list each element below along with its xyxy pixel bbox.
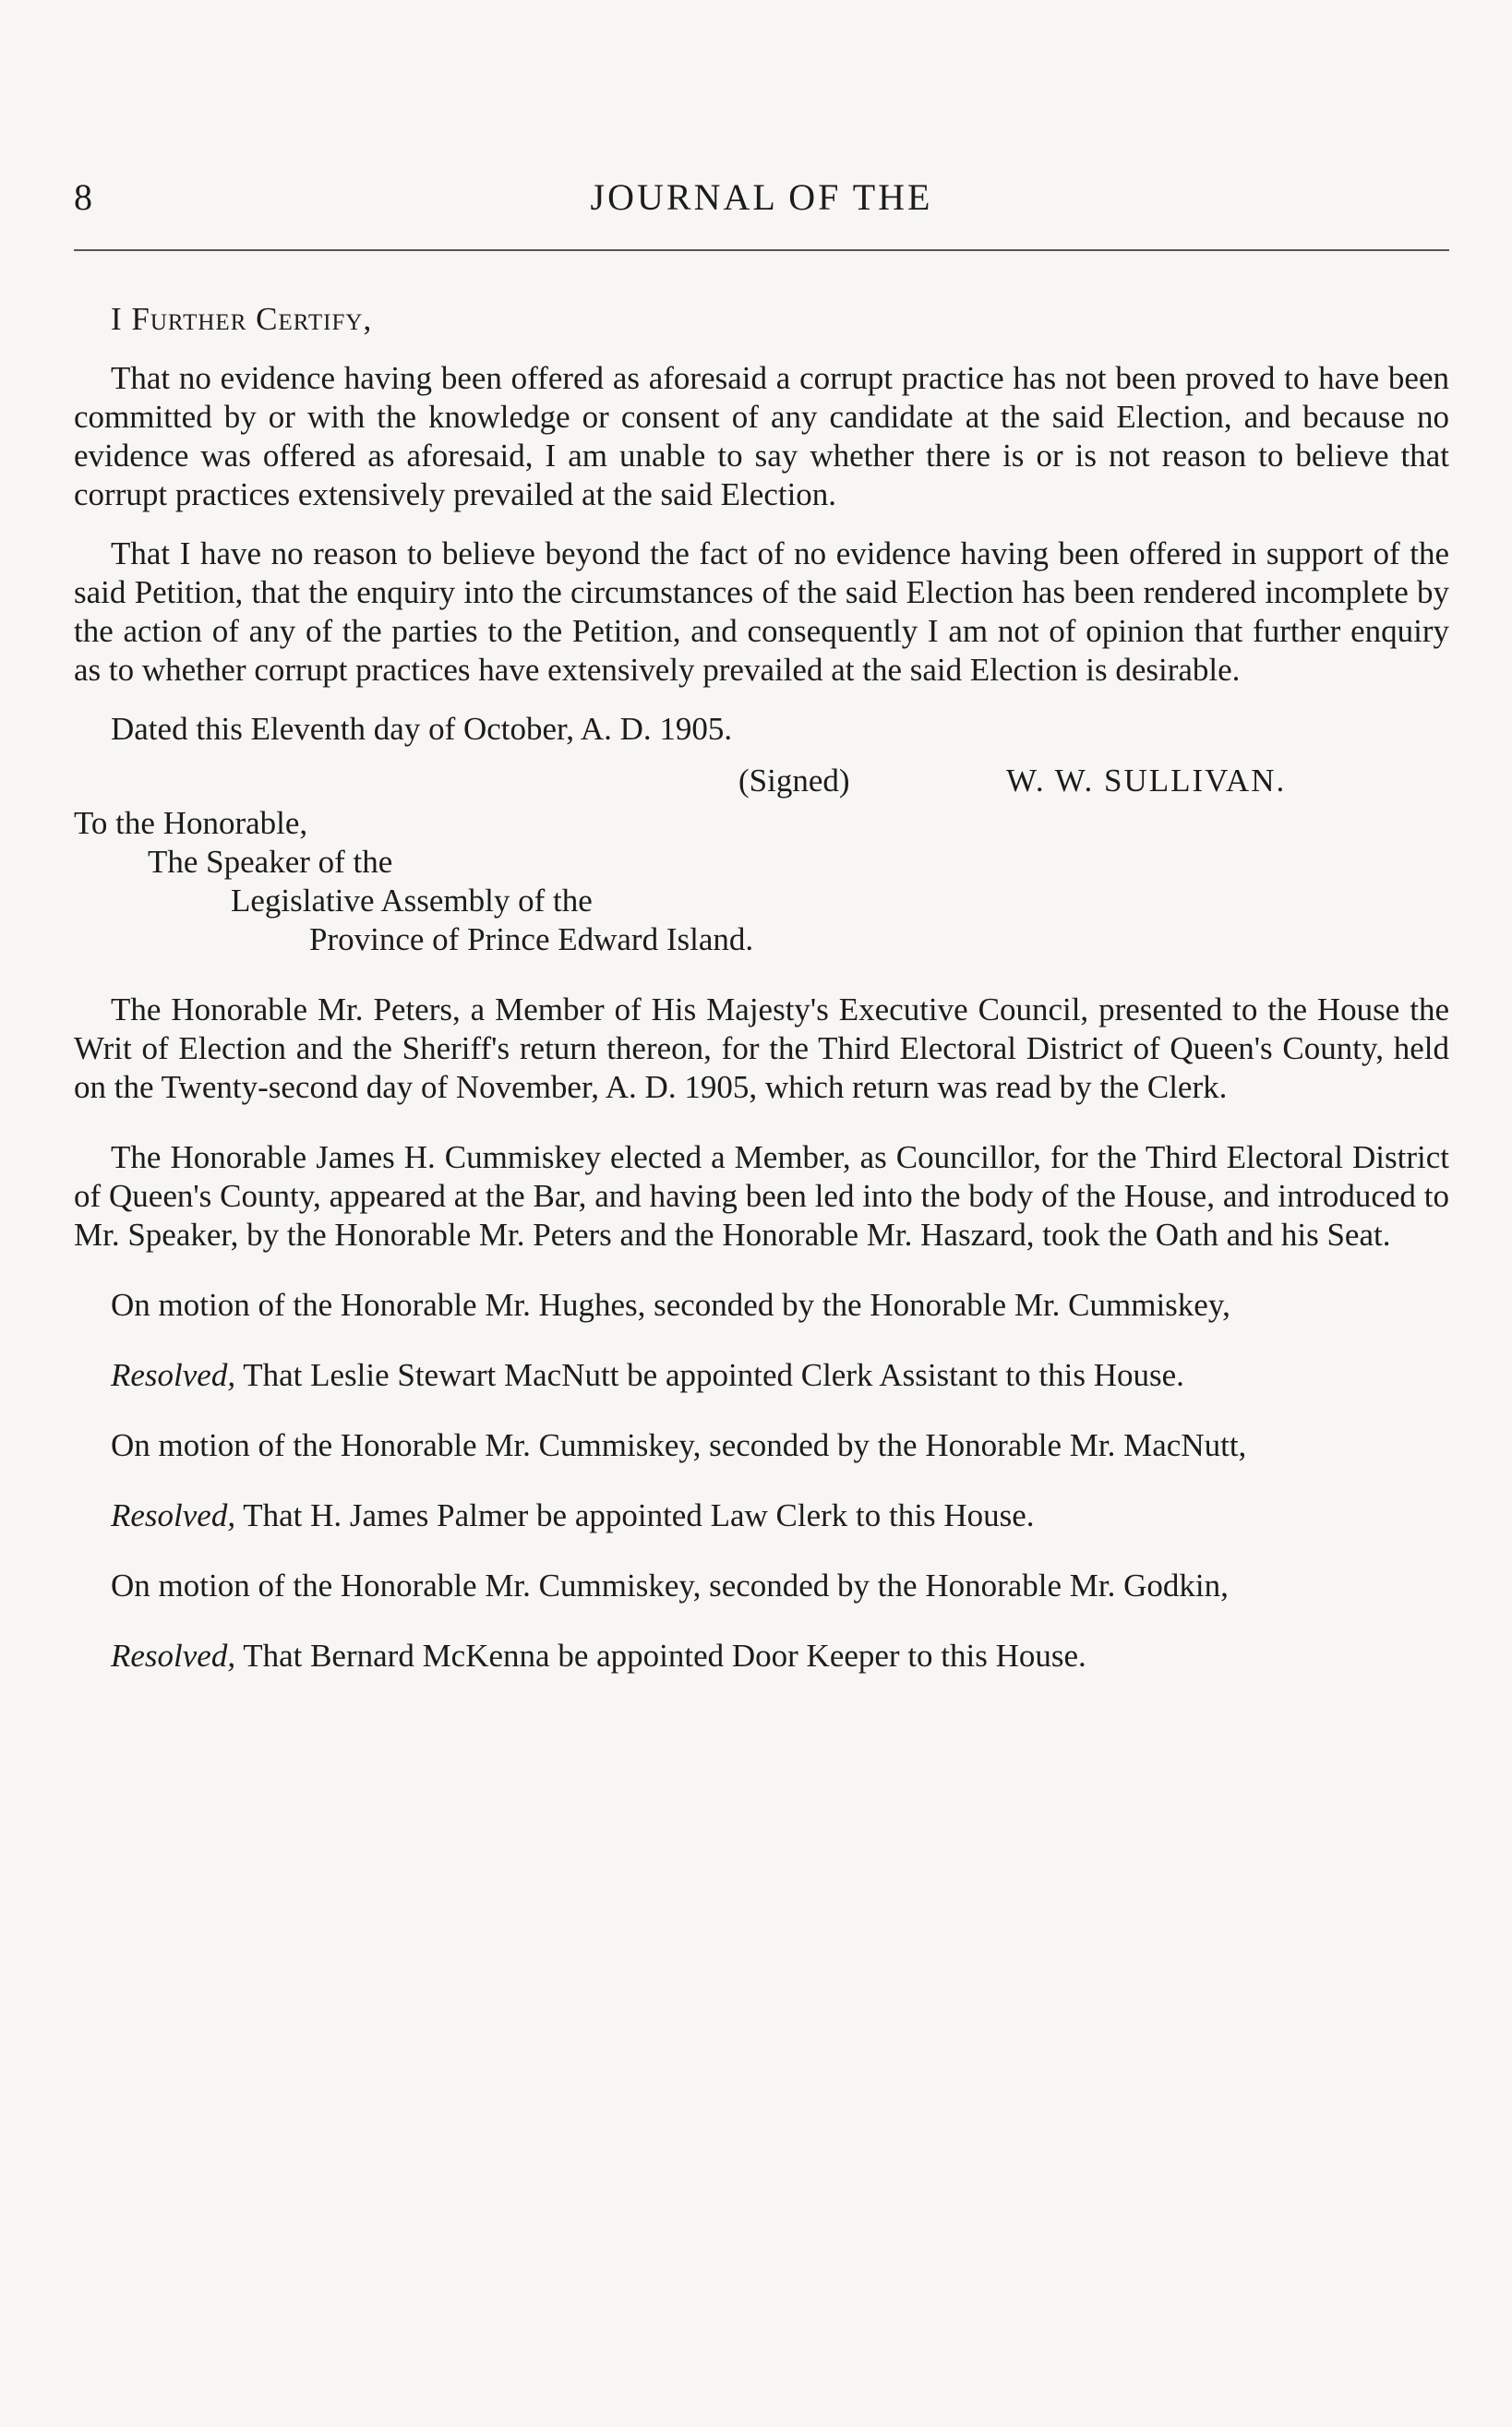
resolved-word: Resolved, (111, 1638, 236, 1674)
dated-line: Dated this Eleventh day of October, A. D. 1905. (111, 711, 733, 747)
motion-paragraph: On motion of the Honorable Mr. Cummiskey, seconded by the Honorable Mr. MacNutt, (111, 1427, 1247, 1463)
address-line: The Speaker of the (148, 844, 393, 880)
motion-paragraph: On motion of the Honorable Mr. Cummiskey, seconded by the Honorable Mr. Godkin, (111, 1568, 1229, 1604)
signed-label: (Signed) (738, 763, 850, 799)
resolved-word: Resolved, (111, 1497, 236, 1533)
running-head: JOURNAL OF THE (590, 176, 933, 218)
address-line: Legislative Assembly of the (231, 883, 593, 919)
resolution-text: That Leslie Stewart MacNutt be appointed Clerk Assistant to this House. (243, 1357, 1184, 1393)
address-block (74, 804, 1449, 959)
address-line: To the Honorable, (74, 805, 308, 841)
certificate-paragraph: That no evidence having been offered as aforesaid a corrupt practice has not been proved to have been committed by or with the knowledge or consent of any candidate at the said Election, and because no evidence was offered as aforesaid, I am unable to say whether there is or is not reason to believe that corrupt practices extensively prevailed at the said Election. (74, 360, 1449, 512)
header-rule (74, 249, 1449, 251)
oath-paragraph: The Honorable James H. Cummiskey elected a Member, as Councillor, for the Third Electoral District of Queen's County, appeared at the Bar, and having been led into the body of the House, and introduced to Mr. Speaker, by the Honorable Mr. Peters and the Honorable Mr. Haszard, took the Oath and his Seat. (74, 1139, 1449, 1253)
resolution-text: That Bernard McKenna be appointed Door Keeper to this House. (243, 1638, 1086, 1674)
resolution-paragraph (74, 1496, 1449, 1535)
address-line: Province of Prince Edward Island. (309, 921, 754, 957)
resolution-paragraph (74, 1356, 1449, 1395)
writ-paragraph: The Honorable Mr. Peters, a Member of His Majesty's Executive Council, presented to the House the Writ of Election and the Sheriff's return thereon, for the Third Electoral District of Queen's County, held on the Twenty-second day of November, A. D. 1905, which return was read by the Clerk. (74, 991, 1449, 1105)
signature-line (74, 762, 1449, 804)
resolution-paragraph (74, 1637, 1449, 1676)
page-number: 8 (74, 176, 92, 218)
page-header (74, 175, 1449, 231)
certificate-opening: I Further Certify, (111, 301, 373, 337)
signer-name: W. W. SULLIVAN. (1006, 763, 1287, 799)
page-body (74, 300, 1449, 1676)
certificate-paragraph: That I have no reason to believe beyond the fact of no evidence having been offered in support of the said Petition, that the enquiry into the circumstances of the said Election has been rendered incomplete by the action of any of the parties to the Petition, and consequently I am not of opinion that further enquiry as to whether corrupt practices have extensively prevailed at the said Election is desirable. (74, 535, 1449, 688)
resolution-text: That H. James Palmer be appointed Law Clerk to this House. (243, 1497, 1035, 1533)
resolved-word: Resolved, (111, 1357, 236, 1393)
motion-paragraph: On motion of the Honorable Mr. Hughes, seconded by the Honorable Mr. Cummiskey, (111, 1287, 1230, 1323)
